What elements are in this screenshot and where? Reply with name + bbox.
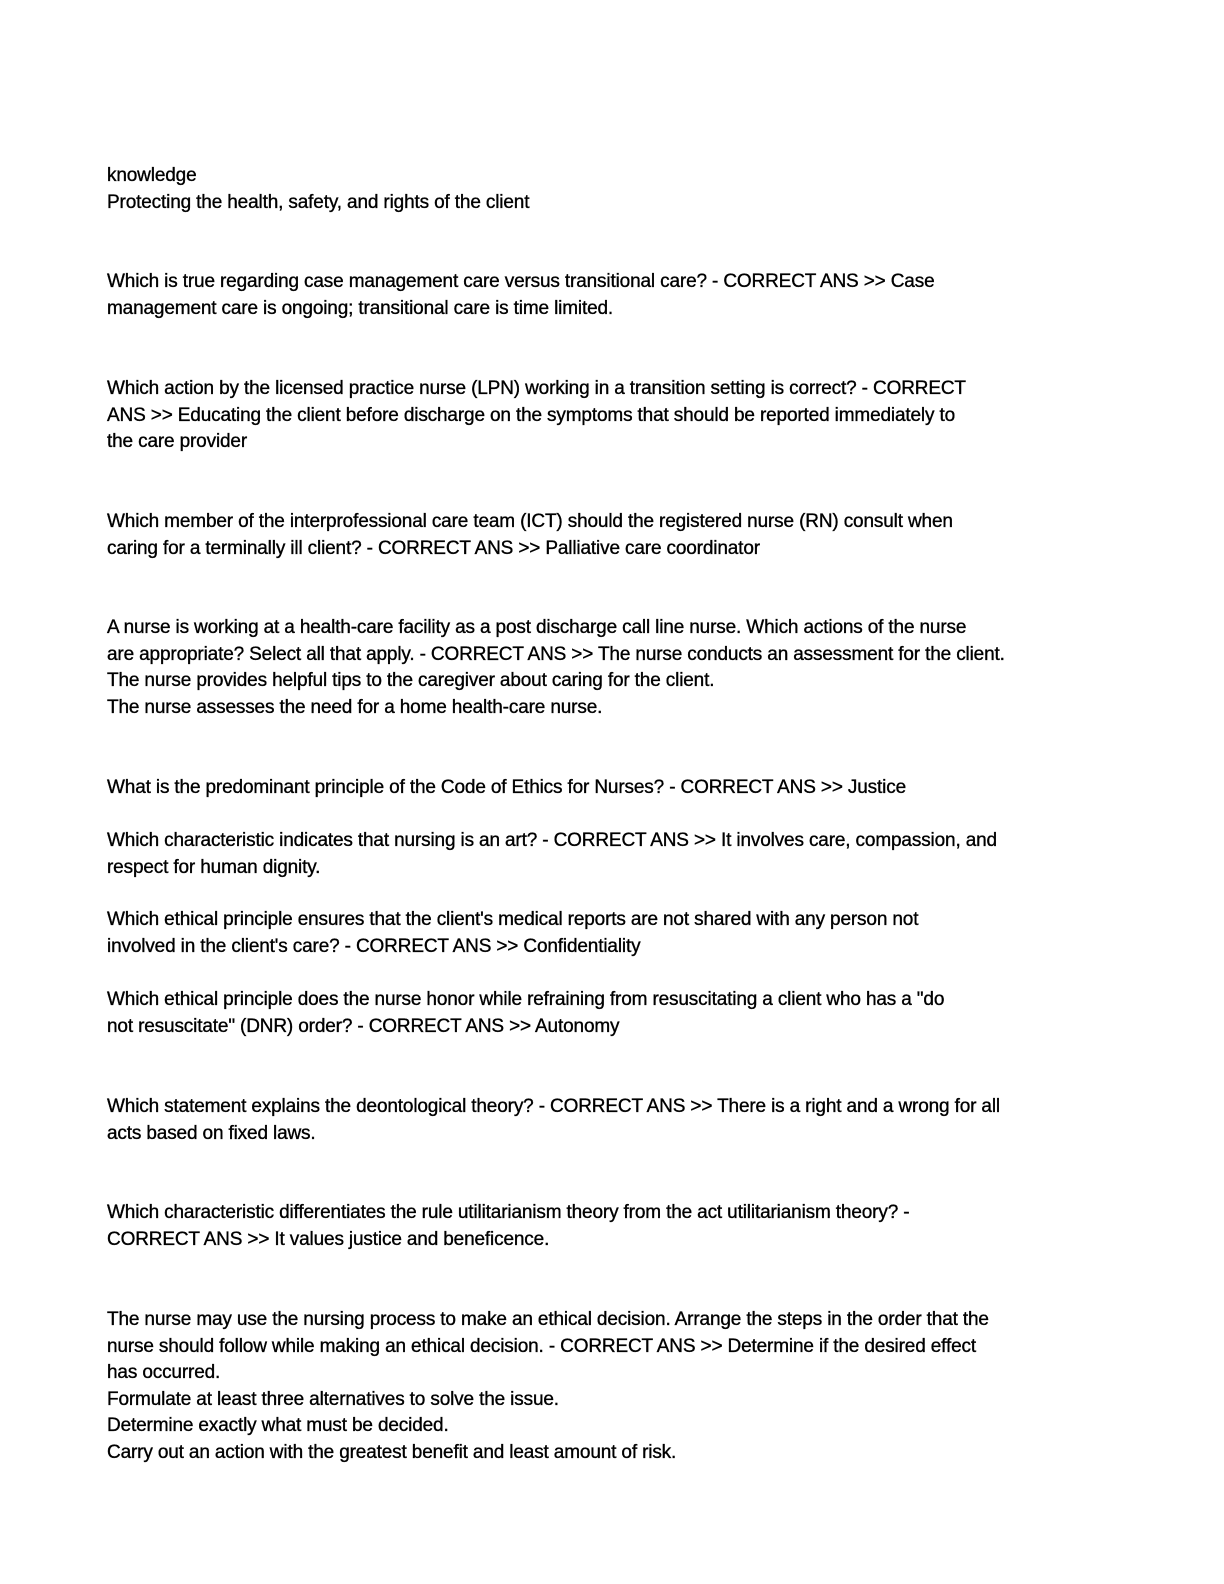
text-line: not resuscitate" (DNR) order? - CORRECT ANS >> Autonomy (107, 1015, 620, 1037)
text-line: has occurred. (107, 1362, 221, 1383)
qa-block-ethical-decision-steps (107, 1307, 1082, 1466)
text-line: ANS >> Educating the client before discharge on the symptoms that should be reported immediately to (107, 404, 956, 426)
qa-block-ict-member (107, 509, 1082, 562)
text-line: are appropriate? Select all that apply. - CORRECT ANS >> The nurse conducts an assessment for the client. (107, 643, 1005, 665)
text-line: A nurse is working at a health-care facility as a post discharge call line nurse. Which actions of the nurse (107, 617, 967, 638)
text-line: Which statement explains the deontological theory? - CORRECT ANS >> There is a right and a wrong for all (107, 1096, 1000, 1117)
text-line: caring for a terminally ill client? - CORRECT ANS >> Palliative care coordinator (107, 537, 760, 559)
intro-text (107, 163, 1082, 216)
text-line: Carry out an action with the greatest benefit and least amount of risk. (107, 1441, 677, 1463)
text-line: involved in the client's care? - CORRECT ANS >> Confidentiality (107, 935, 641, 957)
text-line: respect for human dignity. (107, 856, 321, 878)
text-line: The nurse assesses the need for a home health-care nurse. (107, 696, 603, 718)
text-line: Which characteristic differentiates the rule utilitarianism theory from the act utilitarianism theory? - (107, 1202, 910, 1223)
qa-block-dnr-autonomy (107, 987, 1082, 1040)
qa-block-nursing-art (107, 828, 1082, 881)
text-line: nurse should follow while making an ethical decision. - CORRECT ANS >> Determine if the desired effect (107, 1335, 976, 1357)
text-line: Which is true regarding case management care versus transitional care? - CORRECT ANS >> Case (107, 271, 935, 292)
text-line: Formulate at least three alternatives to solve the issue. (107, 1388, 559, 1410)
text-line: the care provider (107, 431, 248, 452)
text-line: knowledge (107, 165, 197, 186)
text-line: The nurse may use the nursing process to make an ethical decision. Arrange the steps in the order that the (107, 1309, 989, 1330)
text-line: acts based on fixed laws. (107, 1122, 316, 1144)
text-line: Determine exactly what must be decided. (107, 1415, 449, 1436)
text-line: What is the predominant principle of the Code of Ethics for Nurses? - CORRECT ANS >> Justice (107, 777, 906, 798)
text-line: management care is ongoing; transitional care is time limited. (107, 297, 614, 319)
qa-block-utilitarianism (107, 1200, 1082, 1253)
text-line: Which ethical principle does the nurse honor while refraining from resuscitating a client who has a "do (107, 989, 945, 1010)
text-line: Which member of the interprofessional care team (ICT) should the registered nurse (RN) consult when (107, 511, 953, 532)
text-line: Which action by the licensed practice nurse (LPN) working in a transition setting is correct? - CORRECT (107, 378, 966, 399)
text-line: Which characteristic indicates that nursing is an art? - CORRECT ANS >> It involves care, compassion, and (107, 830, 997, 851)
text-line: The nurse provides helpful tips to the caregiver about caring for the client. (107, 670, 715, 691)
text-line: CORRECT ANS >> It values justice and beneficence. (107, 1228, 550, 1250)
text-line: Protecting the health, safety, and rights of the client (107, 191, 530, 213)
qa-block-lpn-transition (107, 376, 1082, 456)
text-line: Which ethical principle ensures that the client's medical reports are not shared with any person not (107, 909, 919, 930)
qa-block-confidentiality (107, 907, 1082, 960)
qa-block-deontological (107, 1094, 1082, 1147)
qa-block-discharge-call-line (107, 615, 1082, 721)
qa-block-code-of-ethics (107, 775, 1082, 802)
qa-block-case-management (107, 269, 1082, 322)
